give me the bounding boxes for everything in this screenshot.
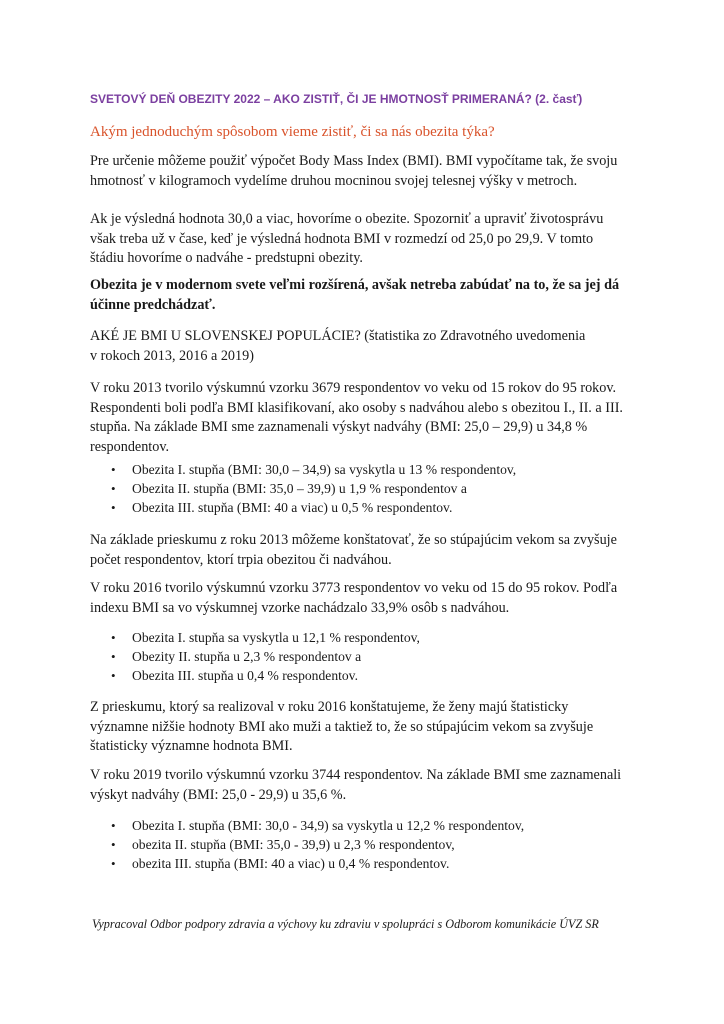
conclusion-2016 [90,698,650,757]
paragraph-2019 [90,766,650,805]
text-line: výskyt nadváhy (BMI: 25,0 - 29,9) u 35,6 %. [90,786,347,803]
text-line: však treba už v čase, keď je výsledná hodnota BMI v rozmedzí od 25,0 po 29,9. V tomto [90,230,594,247]
text-line: hmotnosť v kilogramoch vydelíme druhou mocninou svojej telesnej výšky v metroch. [90,172,578,189]
text-line: V roku 2016 tvorilo výskumnú vzorku 3773 respondentov vo veku od 15 do 95 rokov. Podľa [90,580,618,596]
text-line: Obezita je v modernom svete veľmi rozšírená, avšak netreba zabúdať na to, že sa jej dá [90,277,620,293]
bullet-list-2019 [108,816,524,873]
list-item: • Obezita I. stupňa (BMI: 30,0 – 34,9) sa vyskytla u 13 % respondentov, [108,460,516,479]
paragraph-2013 [90,379,650,457]
bullet-list-2016 [108,628,420,685]
stats-heading [90,327,650,366]
text-line: indexu BMI sa vo výskumnej vzorke nachádzalo 33,9% osôb s nadváhou. [90,599,510,616]
paragraph-2016 [90,579,650,618]
text-line: významne nižšie hodnoty BMI ako muži a taktiež to, že so stúpajúcim vekom sa zvyšuje [90,718,594,735]
text-line: účinne predchádzať. [90,296,216,313]
list-item: • Obezita II. stupňa (BMI: 35,0 – 39,9) u 1,9 % respondentov a [108,479,516,498]
text-line: respondentov. [90,438,170,455]
text-line: štatisticky významne hodnota BMI. [90,738,293,754]
bullet-list-2013 [108,460,516,517]
emphasis-paragraph [90,276,650,315]
document-title: SVETOVÝ DEŇ OBEZITY 2022 – AKO ZISTIŤ, ČI JE HMOTNOSŤ PRIMERANÁ? (2. časť) [90,92,583,106]
text-line: Z prieskumu, ktorý sa realizoval v roku 2016 konštatujeme, že ženy majú štatisticky [90,699,569,715]
text-line: počet respondentov, ktorí trpia obezitou či nadváhou. [90,551,392,568]
conclusion-2013 [90,531,650,570]
footer-credit: Vypracoval Odbor podpory zdravia a výchovy ku zdraviu v spolupráci s Odborom komunikácie ÚVZ SR [92,917,599,931]
text-line: Na základe prieskumu z roku 2013 môžeme konštatovať, že so stúpajúcim vekom sa zvyšuje [90,532,617,548]
text-line: V roku 2013 tvorilo výskumnú vzorku 3679 respondentov vo veku od 15 rokov do 95 rokov. [90,380,617,396]
list-item: • Obezita I. stupňa (BMI: 30,0 - 34,9) sa vyskytla u 12,2 % respondentov, [108,816,524,835]
text-line: štádiu hovoríme o nadváhe - predstupni obezity. [90,250,363,266]
list-item: • obezita II. stupňa (BMI: 35,0 - 39,9) u 2,3 % respondentov, [108,835,524,854]
intro-paragraph-bmi [90,152,650,191]
list-item: • obezita III. stupňa (BMI: 40 a viac) u 0,4 % respondentov. [108,854,524,873]
list-item: • Obezita I. stupňa sa vyskytla u 12,1 % respondentov, [108,628,420,647]
text-line: Respondenti boli podľa BMI klasifikovaní, ako osoby s nadváhou alebo s obezitou I., II. a III. [90,399,623,416]
list-item: • Obezita III. stupňa u 0,4 % respondentov. [108,666,420,685]
document-subtitle: Akým jednoduchým spôsobom vieme zistiť, či sa nás obezita týka? [90,124,495,140]
intro-paragraph-thresholds [90,210,650,269]
text-line: Ak je výsledná hodnota 30,0 a viac, hovoríme o obezite. Spozorniť a upraviť životosprávu [90,211,604,227]
text-line: V roku 2019 tvorilo výskumnú vzorku 3744 respondentov. Na základe BMI sme zaznamenali [90,767,622,783]
text-line: v rokoch 2013, 2016 a 2019) [90,347,254,364]
text-line: stupňa. Na základe BMI sme zaznamenali výskyt nadváhy (BMI: 25,0 – 29,9) u 34,8 % [90,419,588,435]
list-item: • Obezity II. stupňa u 2,3 % respondentov a [108,647,420,666]
text-line: AKÉ JE BMI U SLOVENSKEJ POPULÁCIE? (štatistika zo Zdravotného uvedomenia [90,328,586,344]
text-line: Pre určenie môžeme použiť výpočet Body Mass Index (BMI). BMI vypočítame tak, že svoju [90,153,618,169]
list-item: • Obezita III. stupňa (BMI: 40 a viac) u 0,5 % respondentov. [108,498,516,517]
